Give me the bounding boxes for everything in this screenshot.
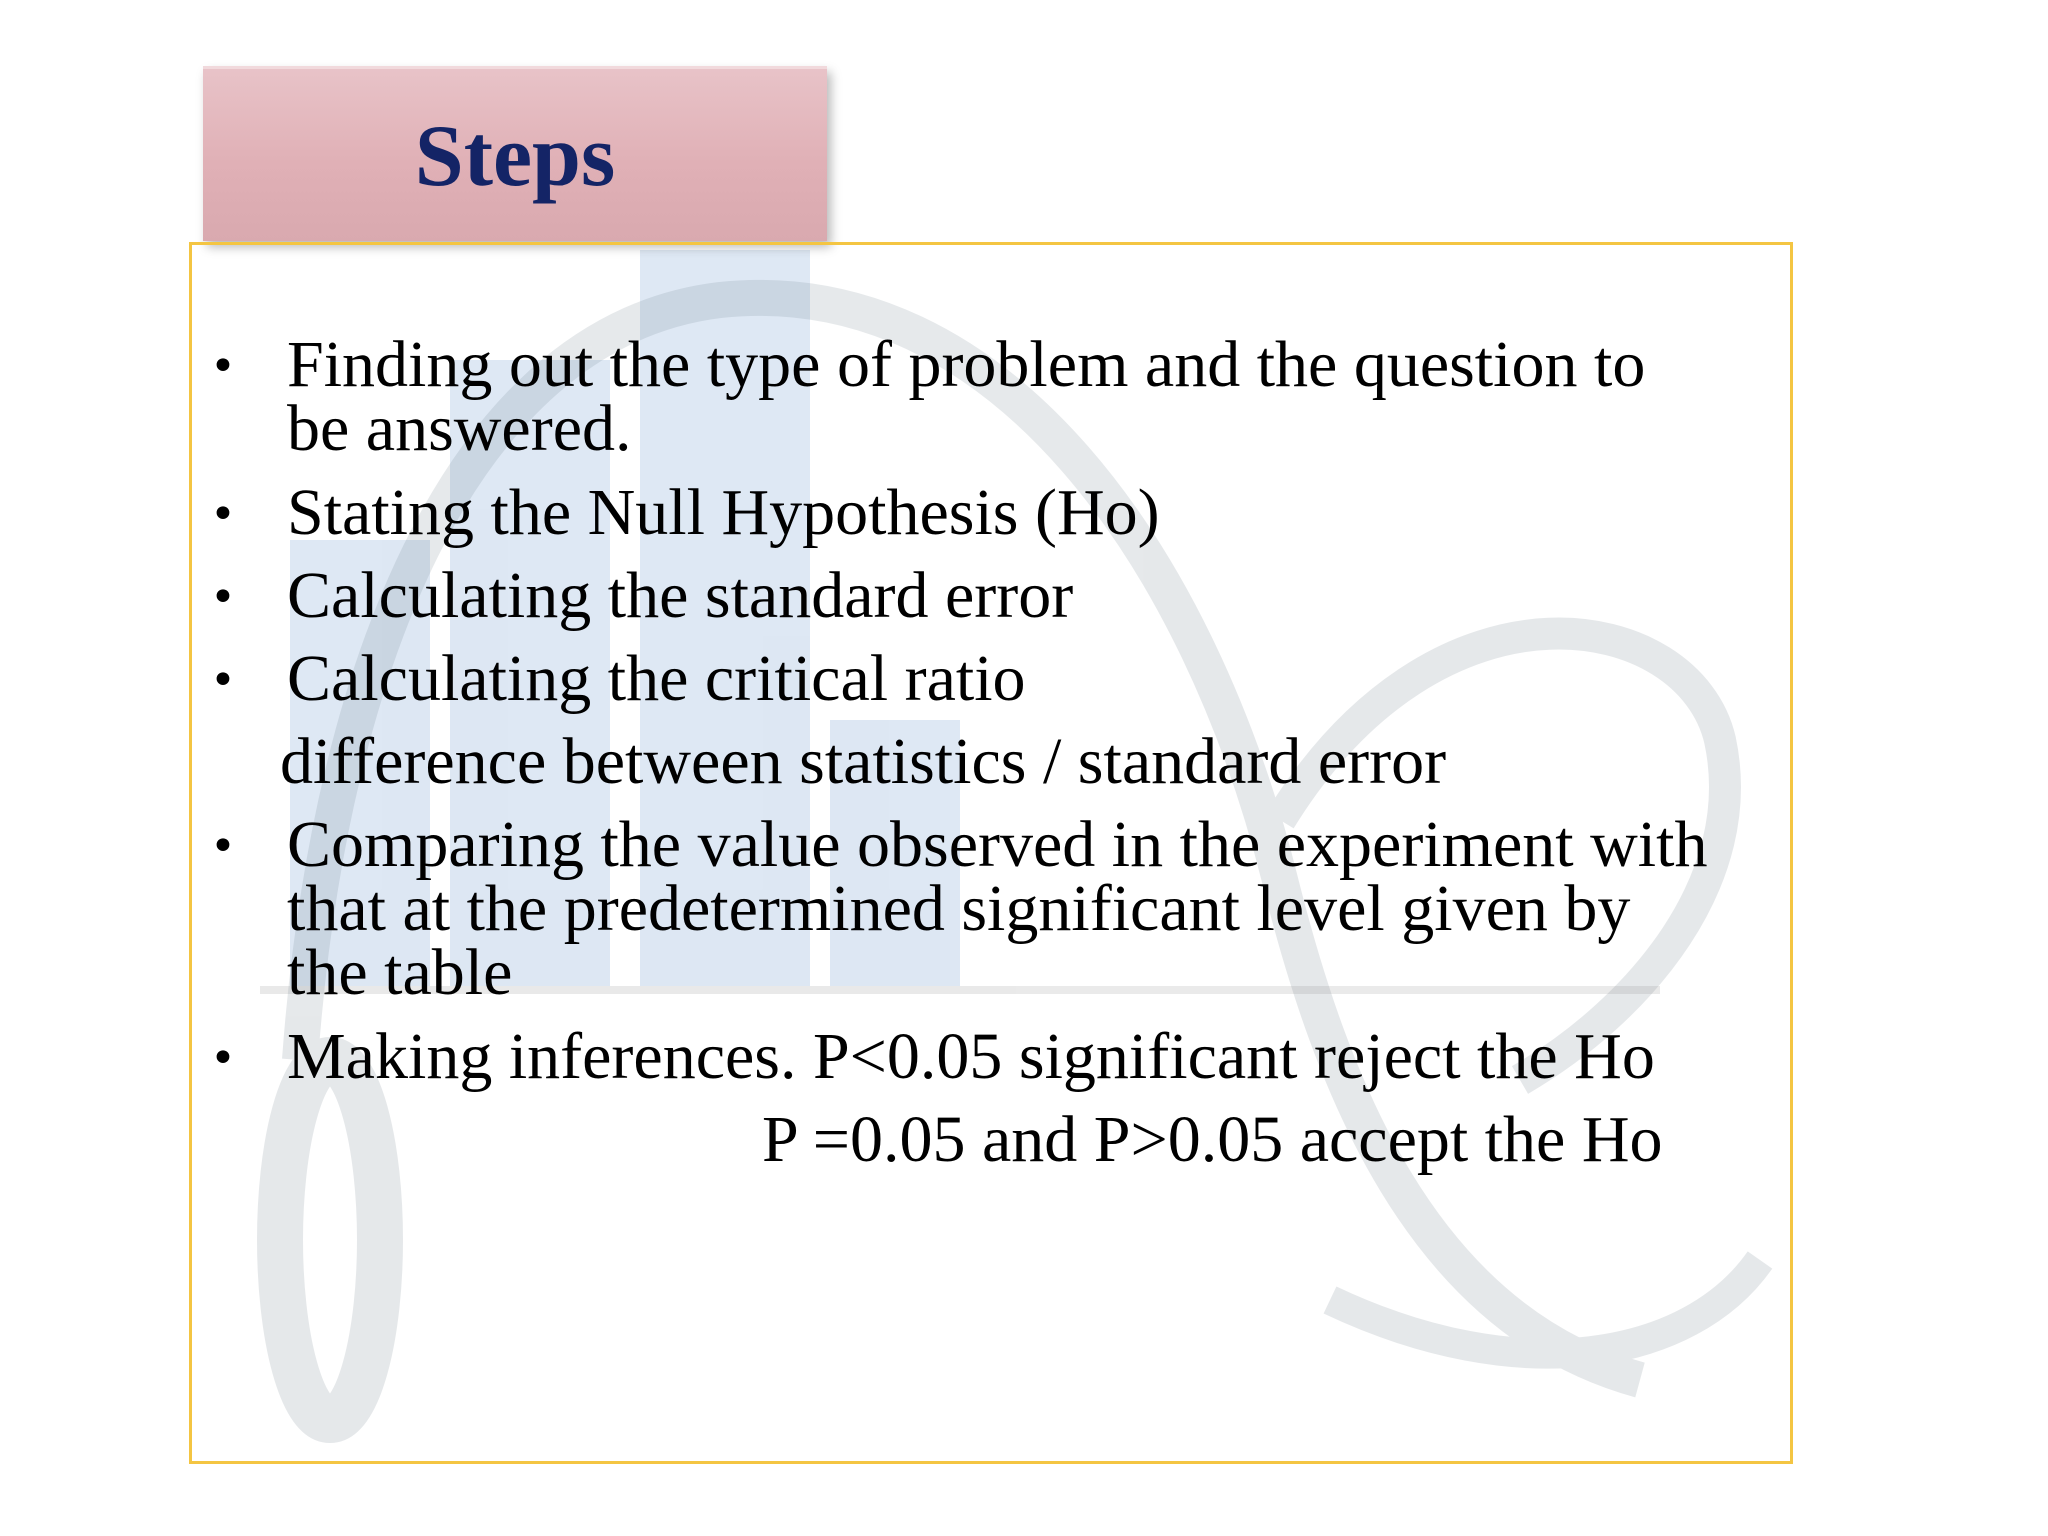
- step-4-line-1: Calculating the critical ratio: [287, 642, 1026, 715]
- bullet-icon: •: [210, 489, 236, 540]
- step-3-line-1: Calculating the standard error: [287, 559, 1074, 632]
- step-6-line-1: Making inferences. P<0.05 significant reject the Ho: [287, 1020, 1655, 1093]
- critical-ratio-formula: difference between statistics / standard error: [280, 725, 1447, 798]
- bullet-icon: •: [210, 572, 236, 623]
- step-5-line-1: Comparing the value observed in the experiment with: [287, 808, 1708, 881]
- inference-accept-line: P =0.05 and P>0.05 accept the Ho: [762, 1103, 1663, 1176]
- step-1-line-2: be answered.: [287, 392, 632, 465]
- bullet-icon: •: [210, 341, 236, 392]
- step-2-line-1: Stating the Null Hypothesis (Ho): [287, 476, 1160, 549]
- bullet-icon: •: [210, 821, 236, 872]
- bullet-icon: •: [210, 1033, 236, 1084]
- step-1-line-1: Finding out the type of problem and the question to: [287, 328, 1646, 401]
- bullet-icon: •: [210, 655, 236, 706]
- step-5-line-3: the table: [287, 936, 513, 1009]
- slide-title: Steps: [414, 108, 616, 205]
- step-5-line-2: that at the predetermined significant level given by: [287, 872, 1631, 945]
